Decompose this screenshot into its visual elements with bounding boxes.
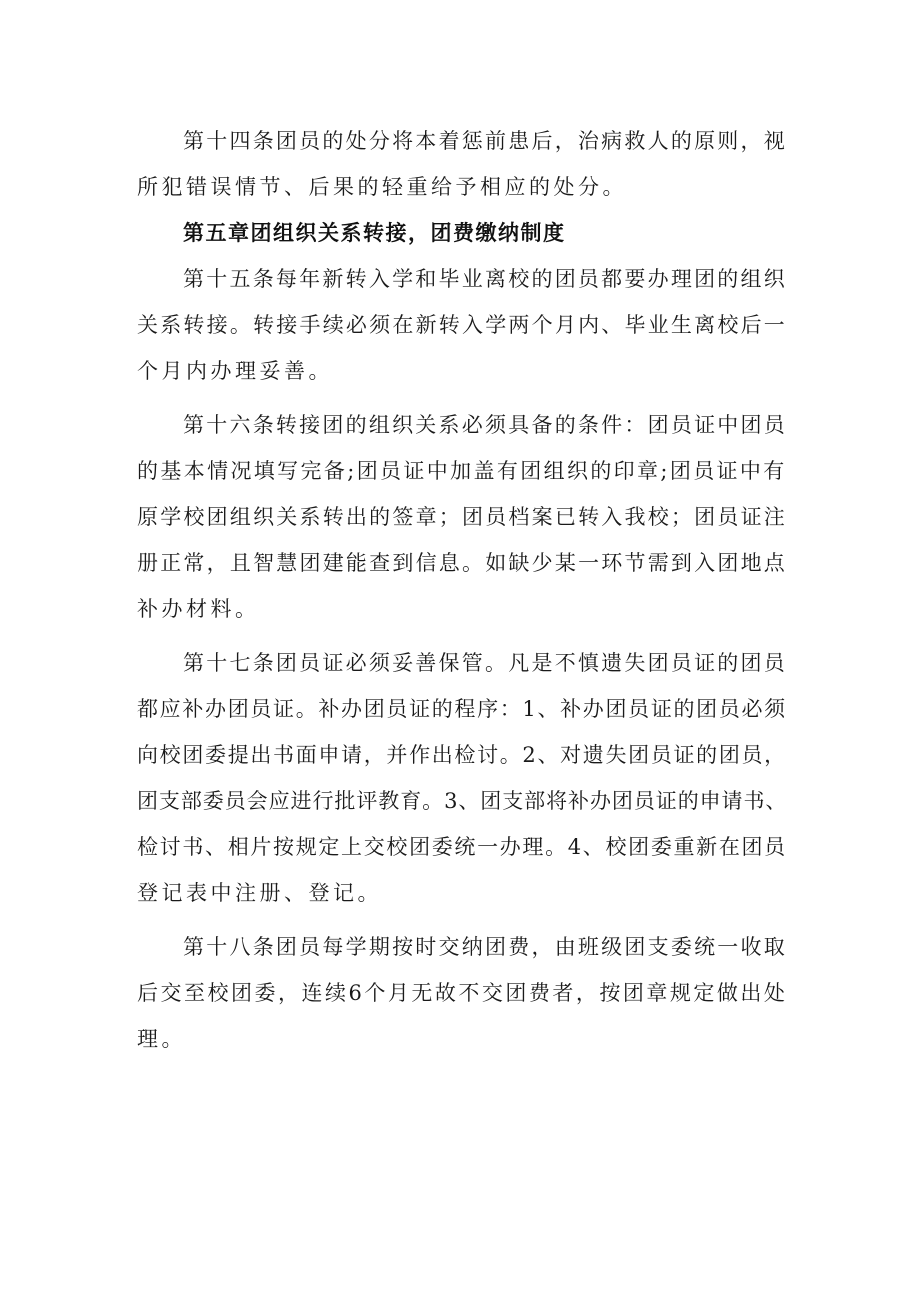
article-17-line-4: 团支部委员会应进行批评教育。3、团支部将补办团员证的申请书、: [137, 789, 788, 813]
article-14-line-2: 所犯错误情节、后果的轻重给予相应的处分。: [137, 175, 627, 199]
article-16-line-4: 册正常，且智慧团建能查到信息。如缺少某一环节需到入团地点: [137, 551, 787, 575]
article-16-line-5: 补办材料。: [137, 597, 260, 621]
article-15-line-2: 关系转接。转接手续必须在新转入学两个月内、毕业生离校后一: [137, 313, 787, 337]
article-16: [137, 402, 787, 632]
article-16-line-2: 的基本情况填写完备;团员证中加盖有团组织的印章;团员证中有: [137, 459, 787, 483]
article-14: [137, 118, 787, 210]
article-18-line-3: 理。: [137, 1027, 186, 1051]
article-16-line-1: 第十六条转接团的组织关系必须具备的条件：团员证中团员: [183, 413, 787, 437]
article-15: [137, 256, 787, 394]
article-14-line-1: 第十四条团员的处分将本着惩前患后，治病救人的原则，视: [183, 129, 787, 153]
article-17-line-1: 第十七条团员证必须妥善保管。凡是不慎遗失团员证的团员: [183, 651, 787, 675]
article-18-line-1: 第十八条团员每学期按时交纳团费，由班级团支委统一收取: [183, 935, 787, 959]
article-18-line-2: 后交至校团委，连续6个月无故不交团费者，按团章规定做出处: [137, 981, 788, 1005]
article-17-line-3: 向校团委提出书面申请，并作出检讨。2、对遗失团员证的团员，: [137, 743, 787, 767]
document-body: [137, 118, 787, 1062]
article-15-line-1: 第十五条每年新转入学和毕业离校的团员都要办理团的组织: [183, 267, 787, 291]
article-18: [137, 924, 787, 1062]
article-15-line-3: 个月内办理妥善。: [137, 359, 333, 383]
article-17-line-6: 登记表中注册、登记。: [137, 881, 382, 905]
article-17-line-5: 检讨书、相片按规定上交校团委统一办理。4、校团委重新在团员: [137, 835, 787, 859]
article-17-line-2: 都应补办团员证。补办团员证的程序：1、补办团员证的团员必须: [137, 697, 787, 721]
article-16-line-3: 原学校团组织关系转出的签章；团员档案已转入我校；团员证注: [137, 505, 787, 529]
article-17: [137, 640, 787, 916]
chapter-5-heading: [137, 210, 787, 256]
chapter-5-heading-text: 第五章团组织关系转接，团费缴纳制度: [183, 221, 566, 245]
